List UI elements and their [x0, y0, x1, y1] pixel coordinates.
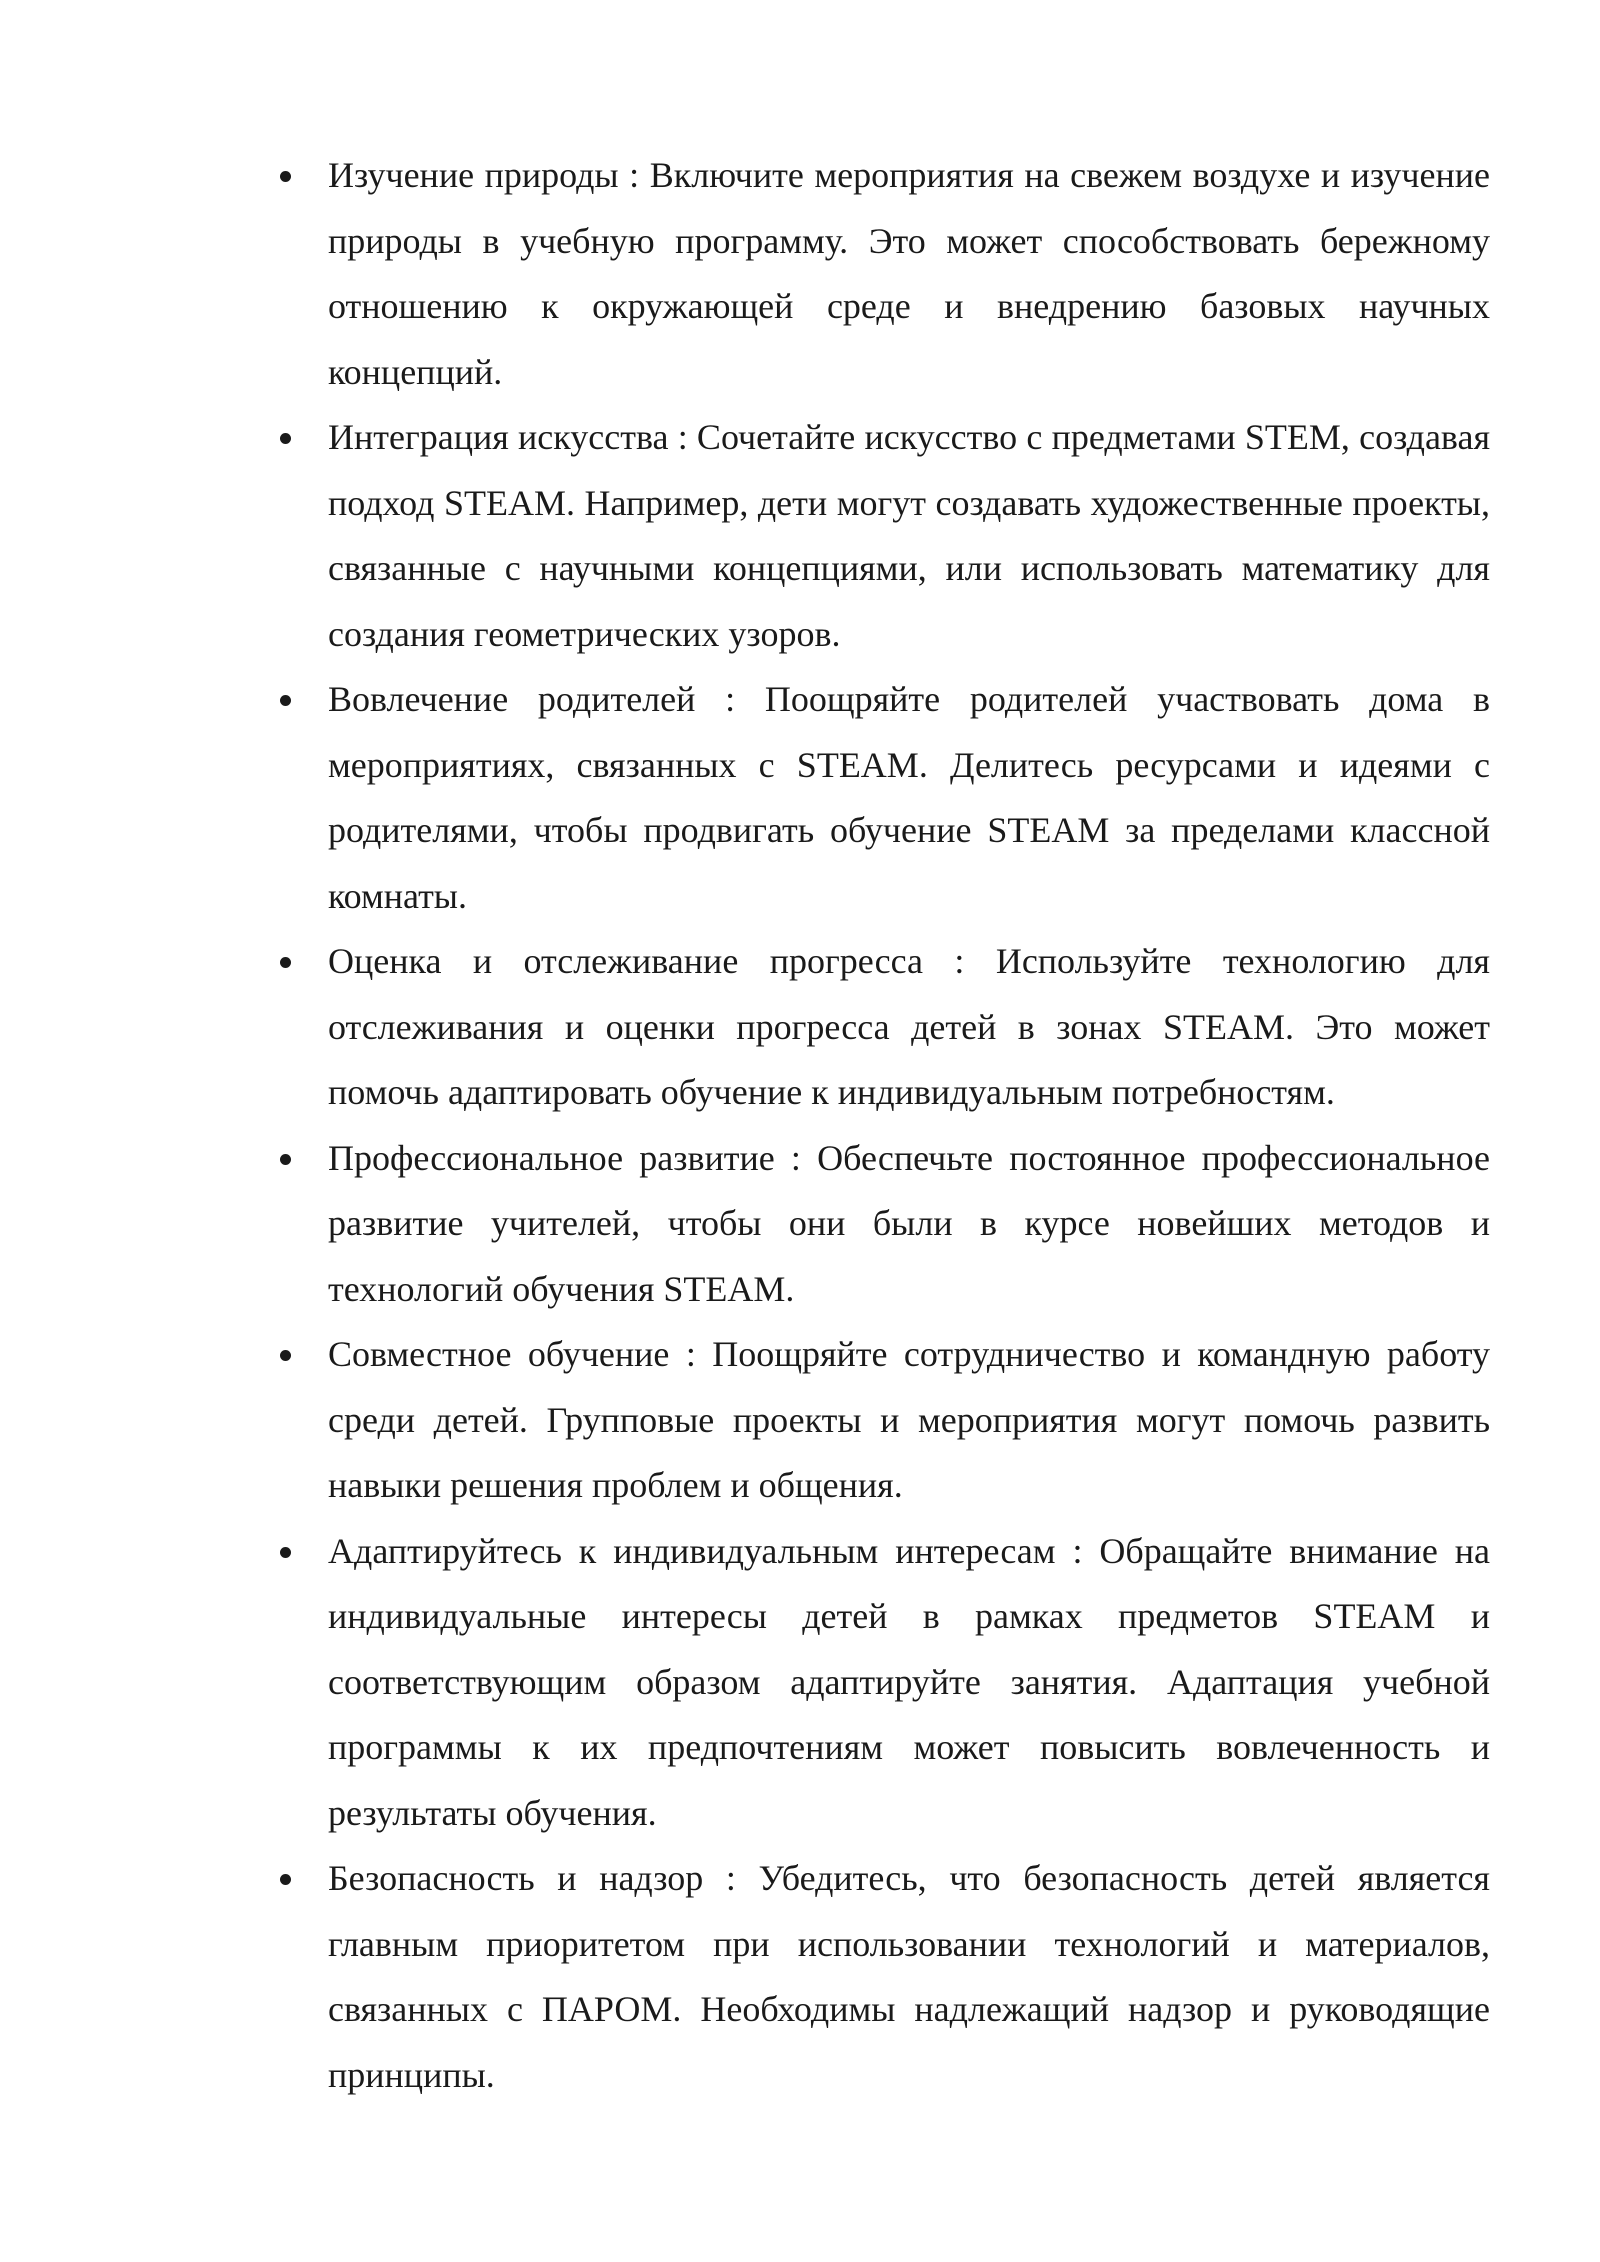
bullet-icon [280, 695, 291, 706]
list-item [276, 929, 1490, 1126]
bullet-icon [280, 433, 291, 444]
list-item-text: Оценка и отслеживание прогресса : Используйте технологию для отслеживания и оценки прогресса детей в зонах STEAM. Это может помочь адаптировать обучение к индивидуальным потребностям. [328, 941, 1490, 1112]
list-item [276, 1519, 1490, 1847]
bullet-list [276, 143, 1490, 2108]
list-item-text: Изучение природы : Включите мероприятия на свежем воздухе и изучение природы в учебную программу. Это может способствовать бережному отношению к окружающей среде и внедрению базовых научных концепций. [328, 155, 1490, 392]
bullet-icon [280, 1350, 291, 1361]
bullet-icon [280, 1874, 291, 1885]
list-item [276, 1126, 1490, 1323]
list-item-text: Совместное обучение : Поощряйте сотрудничество и командную работу среди детей. Групповые проекты и мероприятия могут помочь развить навыки решения проблем и общения. [328, 1334, 1490, 1505]
bullet-icon [280, 171, 291, 182]
list-item-text: Вовлечение родителей : Поощряйте родителей участвовать дома в мероприятиях, связанных с STEAM. Делитесь ресурсами и идеями с родителями, чтобы продвигать обучение STEAM за пределами классной комнаты. [328, 679, 1490, 916]
list-item-text: Интеграция искусства : Сочетайте искусство с предметами STEM, создавая подход STEAM. Например, дети могут создавать художественные проекты, связанные с научными концепциями, или использовать математику для создания геометрических узоров. [328, 417, 1490, 654]
list-item-text: Безопасность и надзор : Убедитесь, что безопасность детей является главным приоритетом при использовании технологий и материалов, связанных с ПАРОМ. Необходимы надлежащий надзор и руководящие принципы. [328, 1858, 1490, 2095]
list-item [276, 143, 1490, 405]
list-item [276, 405, 1490, 667]
list-item-text: Адаптируйтесь к индивидуальным интересам : Обращайте внимание на индивидуальные интересы детей в рамках предметов STEAM и соответствующим образом адаптируйте занятия. Адаптация учебной программы к их предпочтениям может повысить вовлеченность и результаты обучения. [328, 1530, 1490, 1833]
bullet-icon [280, 1154, 291, 1165]
list-item-text: Профессиональное развитие : Обеспечьте постоянное профессиональное развитие учителей, чтобы они были в курсе новейших методов и технологий обучения STEAM. [328, 1137, 1490, 1309]
list-item [276, 1846, 1490, 2108]
list-item [276, 1322, 1490, 1519]
bullet-icon [280, 957, 291, 968]
bullet-icon [280, 1547, 291, 1558]
list-item [276, 667, 1490, 929]
